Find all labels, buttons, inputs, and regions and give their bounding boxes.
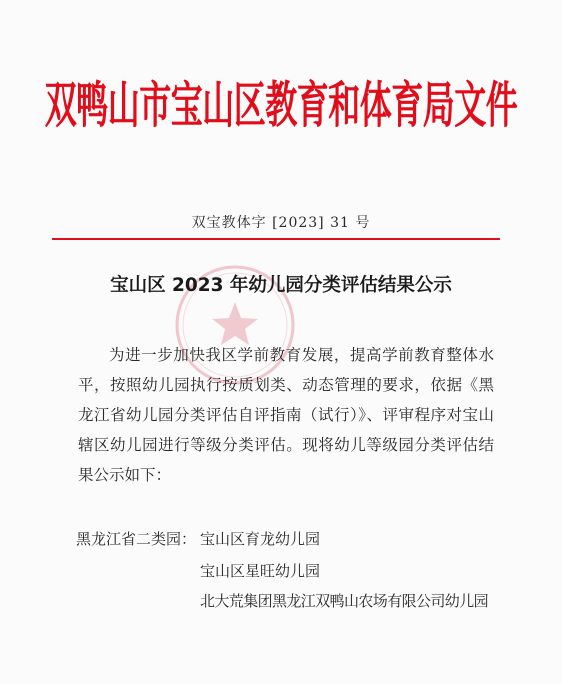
issuing-authority-header: 双鸭山市宝山区教育和体育局文件 [44,75,518,135]
seal-star-icon [212,302,258,345]
category-label: 黑龙江省二类园： [76,530,197,548]
red-divider-line [52,238,500,240]
kindergarten-name: 宝山区星旺幼儿园 [200,562,321,580]
kindergarten-name: 北大荒集团黑龙江双鸭山农场有限公司幼儿园 [200,592,489,610]
document-number: 双宝教体字 [2023] 31 号 [191,215,371,231]
kindergarten-name: 宝山区育龙幼儿园 [200,530,321,548]
document-title: 宝山区 2023 年幼儿园分类评估结果公示 [110,275,452,296]
body-paragraph: 为进一步加快我区学前教育发展，提高学前教育整体水平，按照幼儿园执行按质划类、动态管理的要求，依据《黑龙江省幼儿园分类评估自评指南（试行）》、评审程序对宝山辖区幼儿园进行等级分类评估。现将幼儿等级园分类评估结果公示如下： [78,346,494,484]
